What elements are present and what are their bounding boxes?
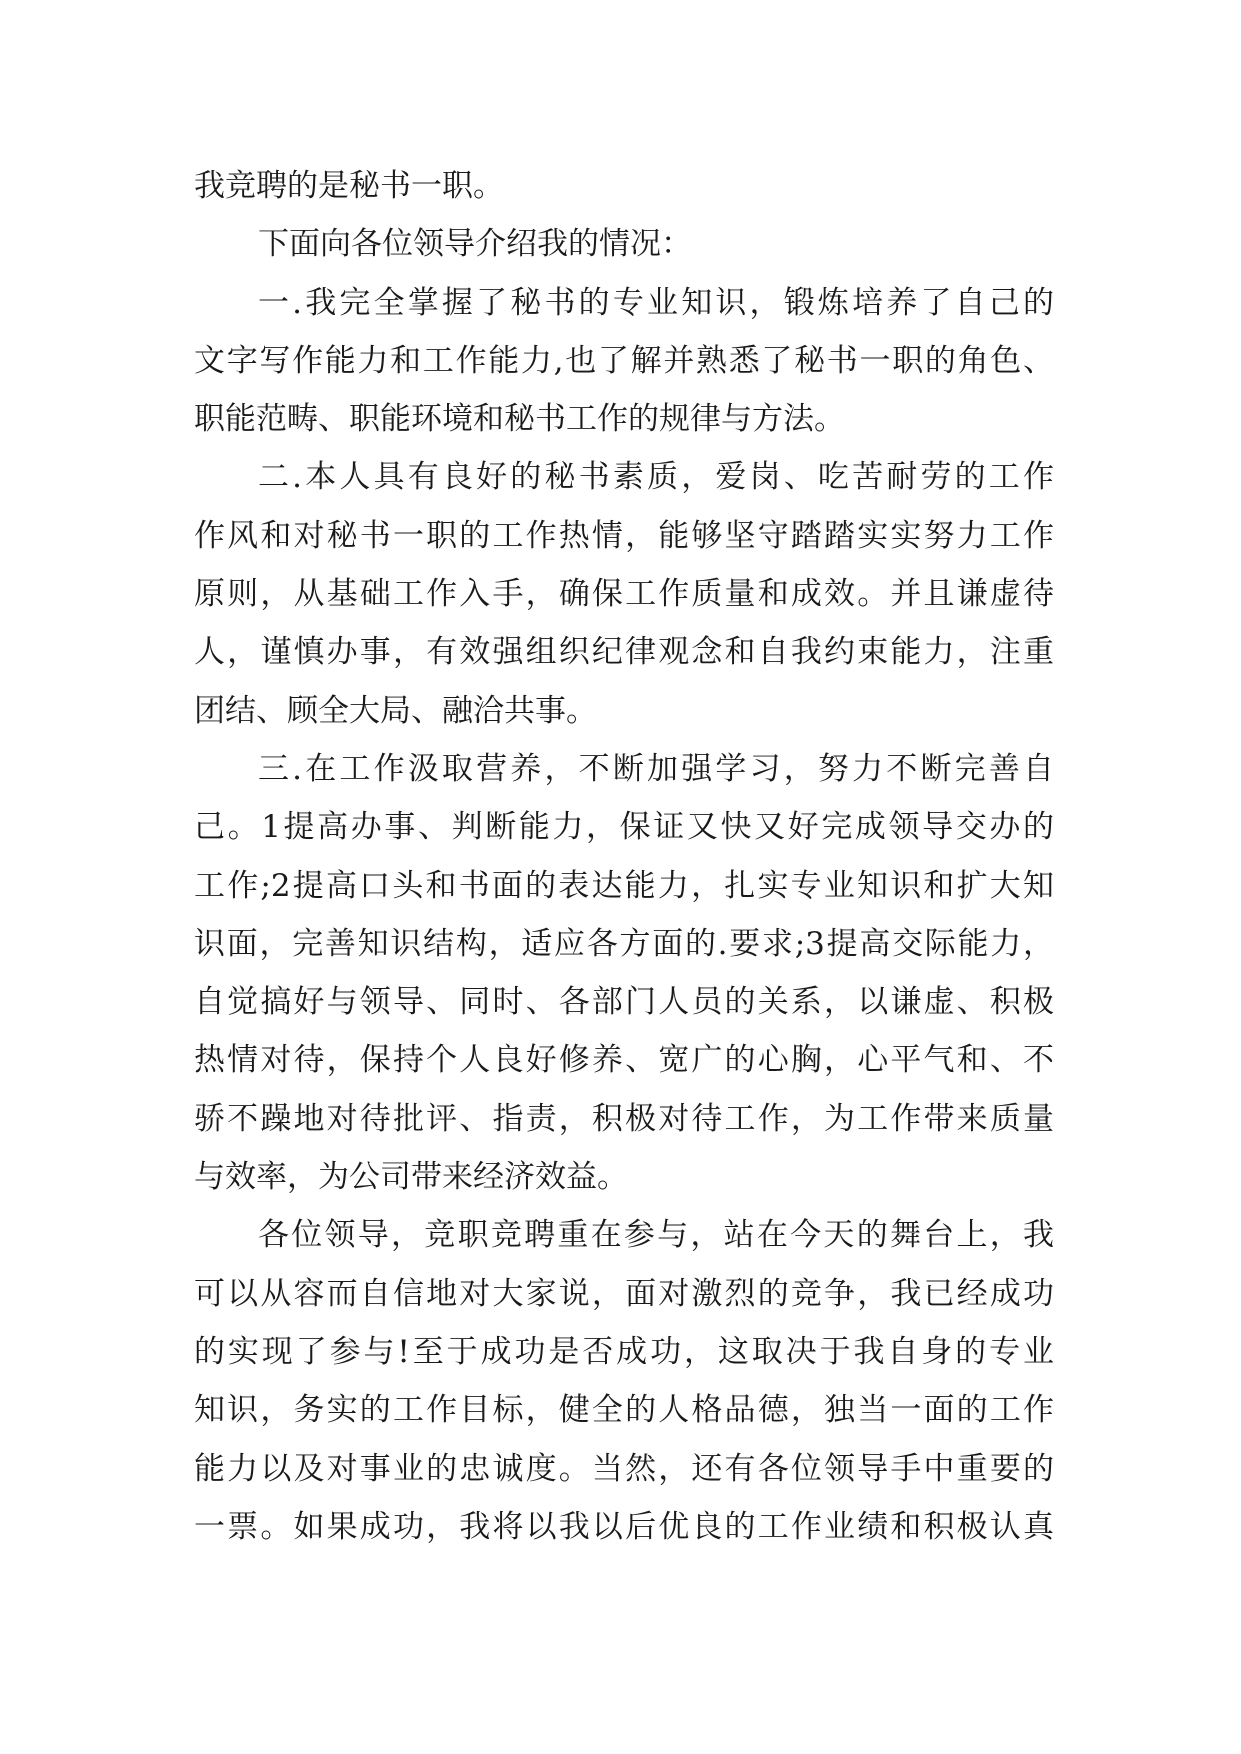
paragraph-start-line: 二.本人具有良好的秘书素质，爱岗、吃苦耐劳的工作 (258, 459, 1054, 496)
text-line: 人，谨慎办事，有效强组织纪律观念和自我约束能力，注重 (194, 634, 1054, 671)
text-line: 文字写作能力和工作能力,也了解并熟悉了秘书一职的角色、 (194, 342, 1054, 379)
text-line: 自觉搞好与领导、同时、各部门人员的关系，以谦虚、积极 (194, 984, 1054, 1021)
text-line: 识面，完善知识结构，适应各方面的.要求;3提高交际能力， (194, 925, 1054, 962)
document-body (194, 157, 1054, 1556)
text-line: 的实现了参与!至于成功是否成功，这取决于我自身的专业 (194, 1333, 1054, 1370)
text-line: 我竞聘的是秘书一职。 (194, 168, 504, 204)
text-line: 知识，务实的工作目标，健全的人格品德，独当一面的工作 (194, 1392, 1054, 1429)
paragraph-start-line: 一.我完全掌握了秘书的专业知识，锻炼培养了自己的 (258, 284, 1054, 321)
text-line: 能力以及对事业的忠诚度。当然，还有各位领导手中重要的 (194, 1450, 1054, 1487)
text-line: 一票。如果成功，我将以我以后优良的工作业绩和积极认真 (194, 1508, 1054, 1545)
text-line: 工作;2提高口头和书面的表达能力，扎实专业知识和扩大知 (194, 867, 1054, 904)
paragraph-start-line: 下面向各位领导介绍我的情况： (258, 226, 692, 263)
text-line: 己。1提高办事、判断能力，保证又快又好完成领导交办的 (194, 809, 1054, 846)
text-line: 原则，从基础工作入手，确保工作质量和成效。并且谦虚待 (194, 576, 1054, 613)
text-line: 骄不躁地对待批评、指责，积极对待工作，为工作带来质量 (194, 1100, 1054, 1137)
text-line: 作风和对秘书一职的工作热情，能够坚守踏踏实实努力工作 (194, 517, 1054, 554)
text-line: 职能范畴、职能环境和秘书工作的规律与方法。 (194, 401, 845, 438)
paragraph-start-line: 各位领导，竞职竞聘重在参与，站在今天的舞台上，我 (258, 1217, 1054, 1254)
text-line: 与效率，为公司带来经济效益。 (194, 1159, 628, 1196)
text-line: 热情对待，保持个人良好修养、宽广的心胸，心平气和、不 (194, 1042, 1054, 1079)
text-line: 团结、顾全大局、融洽共事。 (194, 692, 597, 729)
text-line: 可以从容而自信地对大家说，面对激烈的竞争，我已经成功 (194, 1275, 1054, 1312)
paragraph-start-line: 三.在工作汲取营养，不断加强学习，努力不断完善自 (258, 750, 1054, 787)
